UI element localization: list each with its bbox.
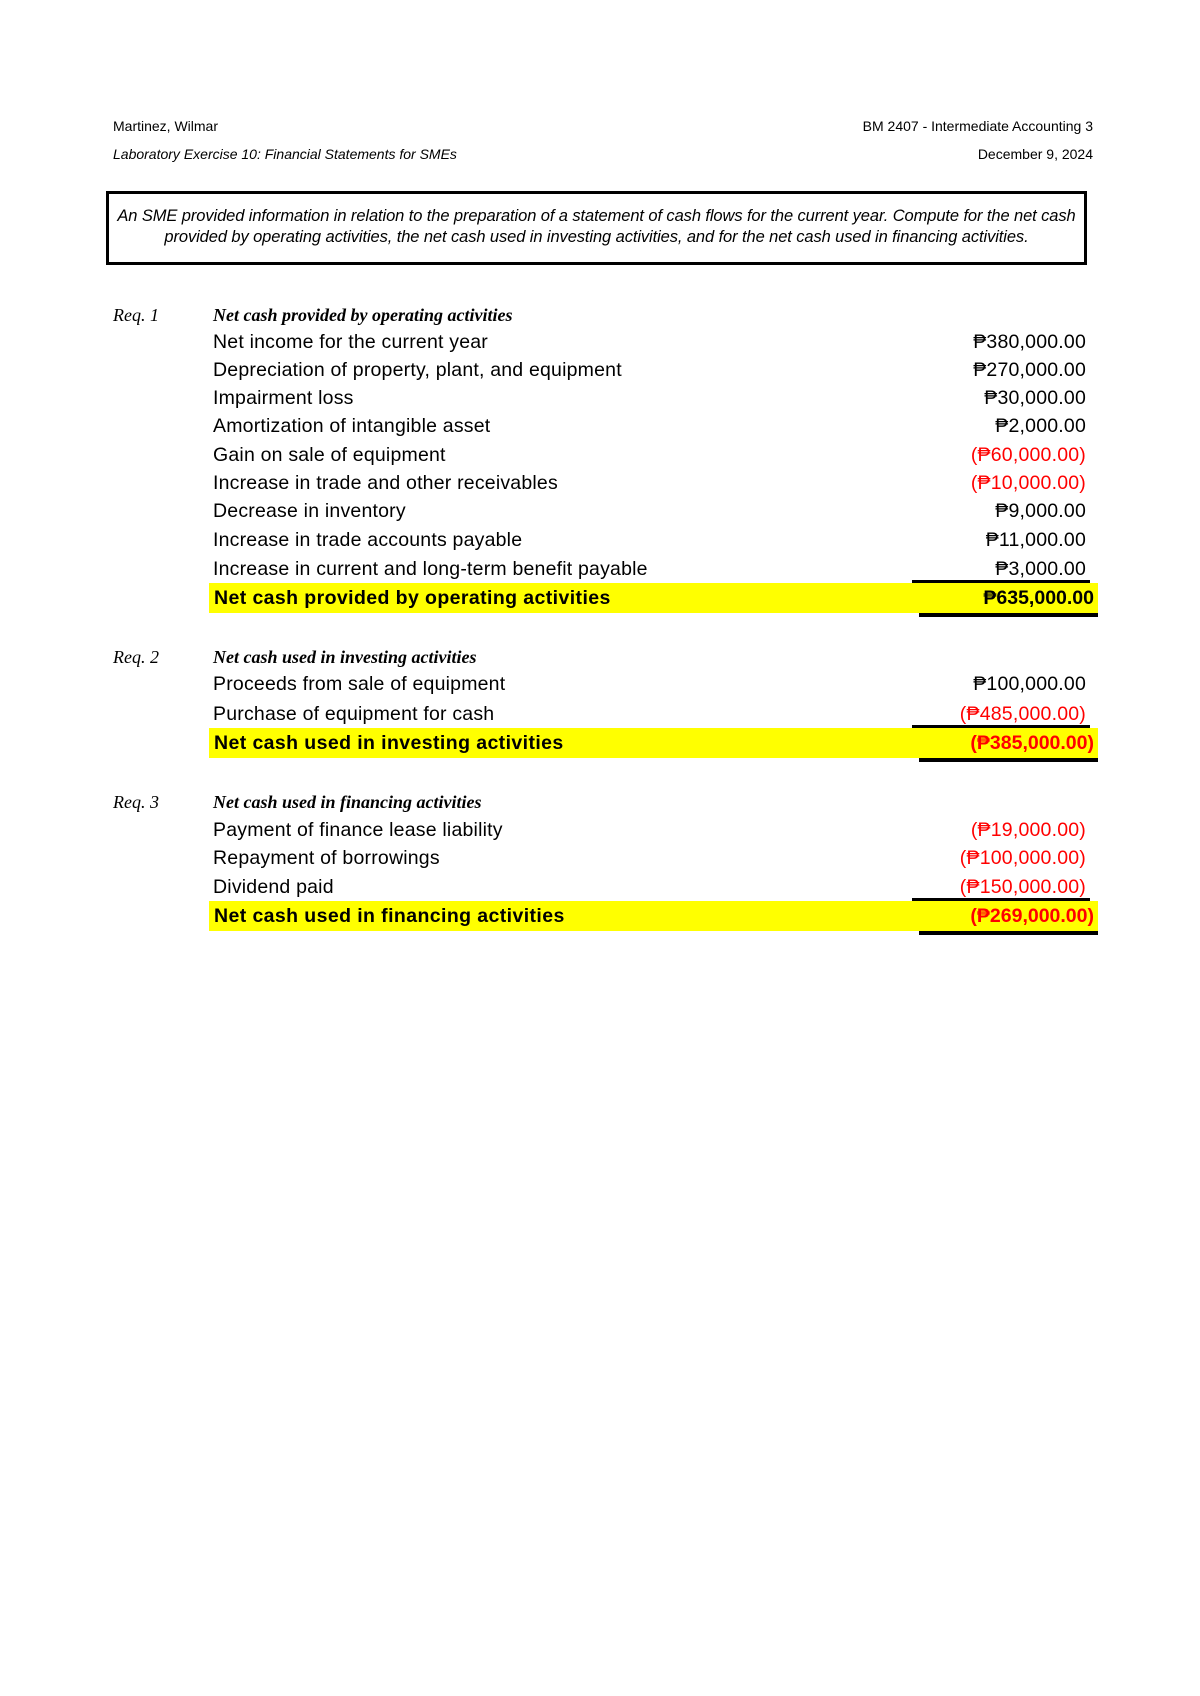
line-item-label: Increase in trade accounts payable (213, 529, 523, 551)
line-item-amount: (₱60,000.00) (970, 444, 1086, 466)
line-item-amount: ₱270,000.00 (973, 359, 1086, 381)
line-item-amount: (₱485,000.00) (959, 703, 1086, 725)
line-item (213, 844, 1090, 872)
line-item (213, 526, 1090, 554)
student-name: Martinez, Wilmar (113, 118, 219, 134)
instructions-box: An SME provided information in relation to the preparation of a statement of cash flows for the current year. Compute for the net cash provided by operating activities, the net cash used in investing activities, and for the net cash used in financing activities. (106, 191, 1087, 265)
line-item (213, 441, 1090, 469)
req-label: Req. 3 (113, 792, 159, 812)
total-row (209, 901, 1098, 931)
line-item-amount: (₱10,000.00) (970, 472, 1086, 494)
line-item (213, 555, 1090, 583)
line-item (213, 412, 1090, 440)
line-item-label: Decrease in inventory (213, 500, 406, 522)
line-item-amount: (₱19,000.00) (970, 819, 1086, 841)
line-item-label: Increase in trade and other receivables (213, 472, 558, 494)
line-item-amount: ₱30,000.00 (984, 387, 1086, 409)
line-item (213, 700, 1090, 728)
line-item-amount: ₱2,000.00 (995, 415, 1086, 437)
total-label: Net cash provided by operating activities (214, 587, 611, 609)
line-item-label: Payment of finance lease liability (213, 819, 503, 841)
line-item-amount: ₱9,000.00 (995, 500, 1086, 522)
line-item-label: Gain on sale of equipment (213, 444, 446, 466)
total-label: Net cash used in financing activities (214, 905, 565, 927)
exercise-title: Laboratory Exercise 10: Financial Statements for SMEs (113, 146, 457, 162)
req-label: Req. 2 (113, 647, 159, 667)
line-item-label: Net income for the current year (213, 331, 488, 353)
line-item-label: Impairment loss (213, 387, 354, 409)
line-item-label: Proceeds from sale of equipment (213, 673, 506, 695)
total-row (209, 728, 1098, 758)
line-item (213, 328, 1090, 356)
total-row (209, 583, 1098, 613)
line-item-amount: ₱3,000.00 (995, 558, 1086, 580)
line-item-label: Dividend paid (213, 876, 334, 898)
line-item-amount: (₱100,000.00) (959, 847, 1086, 869)
total-amount: (₱269,000.00) (970, 905, 1094, 927)
section-title: Net cash provided by operating activities (213, 305, 513, 325)
line-item-amount: ₱380,000.00 (973, 331, 1086, 353)
line-item (213, 356, 1090, 384)
line-item-label: Purchase of equipment for cash (213, 703, 495, 725)
line-item-amount: ₱11,000.00 (985, 529, 1086, 551)
line-item (213, 384, 1090, 412)
section-title: Net cash used in investing activities (213, 647, 477, 667)
line-item-label: Depreciation of property, plant, and equipment (213, 359, 622, 381)
section-title: Net cash used in financing activities (213, 792, 482, 812)
req-label: Req. 1 (113, 305, 159, 325)
line-item-label: Increase in current and long-term benefit payable (213, 558, 648, 580)
line-item (213, 670, 1090, 698)
line-item-label: Amortization of intangible asset (213, 415, 491, 437)
line-item-label: Repayment of borrowings (213, 847, 440, 869)
course-title: BM 2407 - Intermediate Accounting 3 (862, 118, 1093, 134)
total-amount: ₱635,000.00 (983, 587, 1094, 609)
line-item (213, 816, 1090, 844)
total-label: Net cash used in investing activities (214, 732, 564, 754)
exercise-date: December 9, 2024 (977, 146, 1093, 162)
line-item (213, 873, 1090, 901)
line-item (213, 497, 1090, 525)
total-amount: (₱385,000.00) (970, 732, 1094, 754)
line-item-amount: (₱150,000.00) (959, 876, 1086, 898)
line-item (213, 469, 1090, 497)
line-item-amount: ₱100,000.00 (973, 673, 1086, 695)
